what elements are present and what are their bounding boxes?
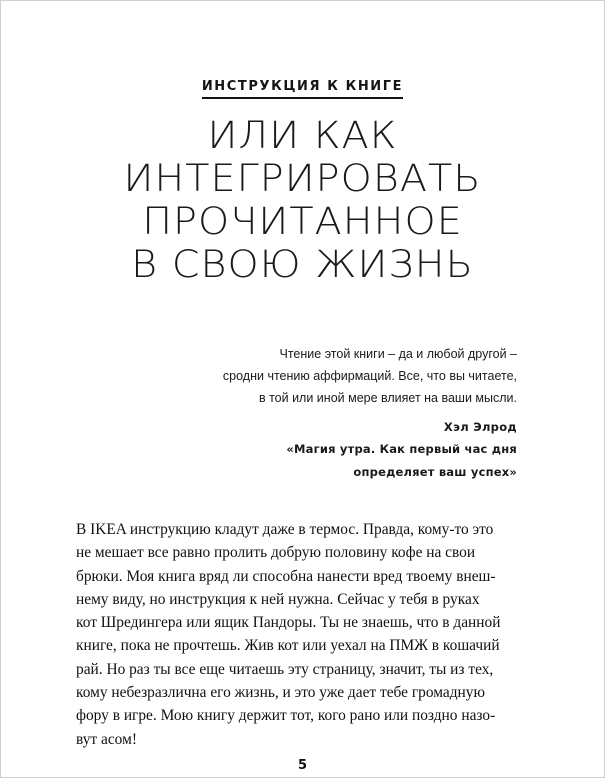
body-line: не мешает все равно пролить добрую половину кофе на свои [76,544,476,562]
body-line: кому небезразлична его жизнь, и это уже дает тебе громадную [76,684,485,702]
epigraph-author: Хэл Элрод [443,420,517,434]
body-line: книге, пока не прочтешь. Жив кот или уехал на ПМЖ в кошачий [76,637,500,655]
title-line: ИНТЕГРИРОВАТЬ [123,157,482,200]
kicker-label: ИНСТРУКЦИЯ К КНИГЕ [202,79,403,99]
body-paragraph [76,518,531,751]
epigraph-work-line: «Магия утра. Как первый час дня [286,442,517,456]
section-kicker [1,77,604,99]
body-line: брюки. Моя книга вряд ли способна нанести вред твоему внеш- [76,567,496,585]
epigraph [157,343,517,484]
body-line: кот Шредингера или ящик Пандоры. Ты не знаешь, что в данной [76,614,501,632]
chapter-title [0,114,605,286]
title-line: ИЛИ КАК [207,114,398,157]
title-line: ПРОЧИТАННОЕ [142,200,463,243]
page-number: 5 [297,758,308,773]
body-line: нему виду, но инструкция к ней нужна. Сейчас у тебя в руках [76,590,480,608]
epigraph-line: в той или иной мере влияет на ваши мысли. [258,391,517,405]
body-line: вут асом! [76,730,137,748]
epigraph-line: сродни чтению аффирмаций. Все, что вы читаете, [222,369,517,383]
body-line: В IKEA инструкцию кладут даже в термос. Правда, кому-то это [76,521,494,538]
title-line: В СВОЮ ЖИЗНЬ [131,243,474,286]
body-line: рай. Но раз ты все еще читаешь эту страницу, значит, ты из тех, [76,660,494,678]
epigraph-line: Чтение этой книги – да и любой другой – [279,347,517,361]
epigraph-work-line: определяет ваш успех» [353,465,517,479]
body-line: фору в игре. Мою книгу держит тот, кого рано или поздно назо- [76,707,496,725]
